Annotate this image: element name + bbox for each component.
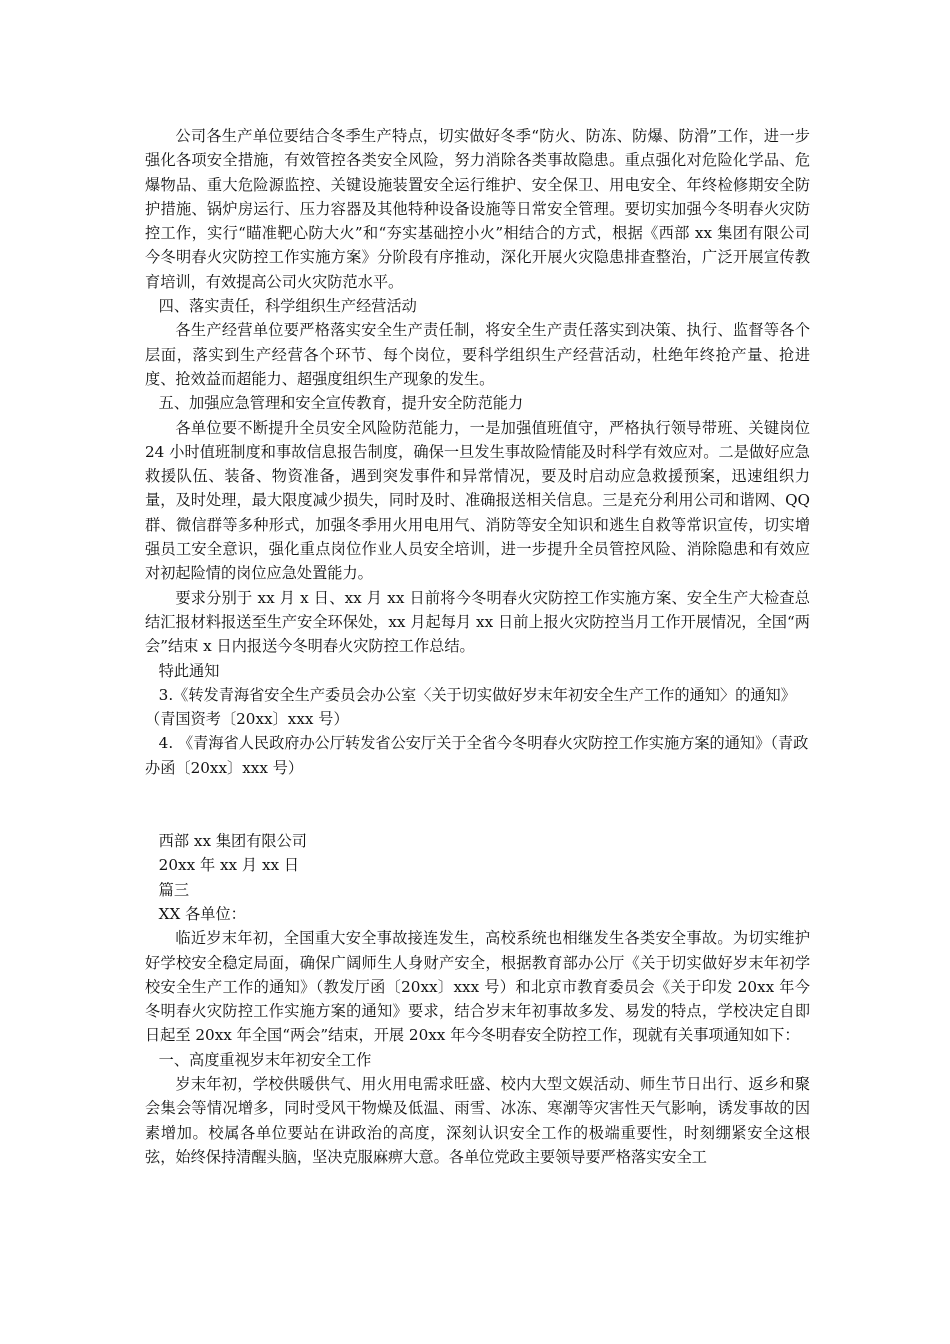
signature-company: 西部 xx 集团有限公司 [158, 832, 307, 851]
reference-item-4: 4. 《青海省人民政府办公厅转发省公安厅关于全省今冬明春火灾防控工作实施方案的通知》（青政办函〔20xx〕xxx 号） [145, 734, 809, 777]
heading-section-one: 一、高度重视岁末年初安全工作 [158, 1050, 372, 1069]
paragraph-year-end: 岁末年初，学校供暖供气、用火用电需求旺盛、校内大型文娱活动、师生节日出行、返乡和聚会集会等情况增多，同时受风干物燥及低温、雨雪、冰冻、寒潮等灾害性天气影响，诱发事故的因素增加。校属各单位要站在讲政治的高度，深刻认识安全工作的极端重要性，时刻绷紧安全这根弦，始终保持清醒头脑，坚决克服麻痹大意。各单位党政主要领导要严格落实安全工 [145, 1074, 810, 1166]
blank-space [145, 780, 810, 829]
paragraph-emergency: 各单位要不断提升全员安全风险防范能力，一是加强值班值守，严格执行领导带班、关键岗位 24 小时值班制度和事故信息报告制度，确保一旦发生事故险情能及时科学有效应对。二是做好应急救援队伍、装备、物资准备，遇到突发事件和异常情况，要及时启动应急救援预案，迅速组织力量，及时处理，最大限度减少损失，同时及时、准确报送相关信息。三是充分利用公司和谐网、QQ 群、微信群等多种形式，加强冬季用火用电用气、消防等安全知识和逃生自救等常识宣传，切实增强员工安全意识，强化重点岗位作业人员安全培训，进一步提升全员管控风险、消除隐患和有效应对初起险情的岗位应急处置能力。 [145, 418, 810, 583]
paragraph-intro: 临近岁末年初，全国重大安全事故接连发生，高校系统也相继发生各类安全事故。为切实维护好学校安全稳定局面，确保广阔师生人身财产安全，根据教育部办公厅《关于切实做好岁末年初学校安全生产工作的通知》（教发厅函〔20xx〕xxx 号）和北京市教育委员会《关于印发 20xx 年今冬明春火灾防控工作实施方案的通知》要求，结合岁末年初事故多发、易发的特点，学校决定自即日起至 20xx 年全国“两会”结束，开展 20xx 年今冬明春安全防控工作，现就有关事项通知如下： [145, 929, 810, 1045]
paragraph-requirements: 要求分别于 xx 月 x 日、xx 月 xx 日前将今冬明春火灾防控工作实施方案、安全生产大检查总结汇报材料报送至生产安全环保处，xx 月起每月 xx 日前上报火灾防控当月工作开展情况，全国“两会”结束 x 日内报送今冬明春火灾防控工作总结。 [145, 588, 810, 656]
notice-closing: 特此通知 [158, 661, 220, 680]
reference-item-3: 3.《转发青海省安全生产委员会办公室〈关于切实做好岁末年初安全生产工作的通知〉的通知》（青国资考〔20xx〕xxx 号） [145, 685, 796, 729]
signature-date: 20xx 年 xx 月 xx 日 [158, 856, 300, 875]
document-page [145, 124, 810, 1169]
heading-section-four: 四、落实责任，科学组织生产经营活动 [158, 297, 417, 316]
paragraph-winter-safety: 公司各生产单位要结合冬季生产特点，切实做好冬季“防火、防冻、防爆、防滑”工作，进一步强化各项安全措施，有效管控各类安全风险，努力消除各类事故隐患。重点强化对危险化学品、危爆物品、重大危险源监控、关键设施装置安全运行维护、安全保卫、用电安全、年终检修期安全防护措施、锅炉房运行、压力容器及其他特种设备设施等日常安全管理。要切实加强今冬明春火灾防控工作，实行“瞄准靶心防大火”和“夯实基础控小火”相结合的方式，根据《西部 xx 集团有限公司今冬明春火灾防控工作实施方案》分阶段有序推动，深化开展火灾隐患排查整治，广泛开展宣传教育培训，有效提高公司火灾防范水平。 [145, 127, 810, 291]
section-title: 篇三 [158, 880, 190, 899]
heading-section-five: 五、加强应急管理和安全宣传教育，提升安全防范能力 [158, 394, 524, 413]
salutation: XX 各单位： [158, 904, 246, 923]
paragraph-responsibility: 各生产经营单位要严格落实安全生产责任制，将安全生产责任落实到决策、执行、监督等各个层面，落实到生产经营各个环节、每个岗位，要科学组织生产经营活动，杜绝年终抢产量、抢进度、抢效益而超能力、超强度组织生产现象的发生。 [145, 321, 810, 388]
